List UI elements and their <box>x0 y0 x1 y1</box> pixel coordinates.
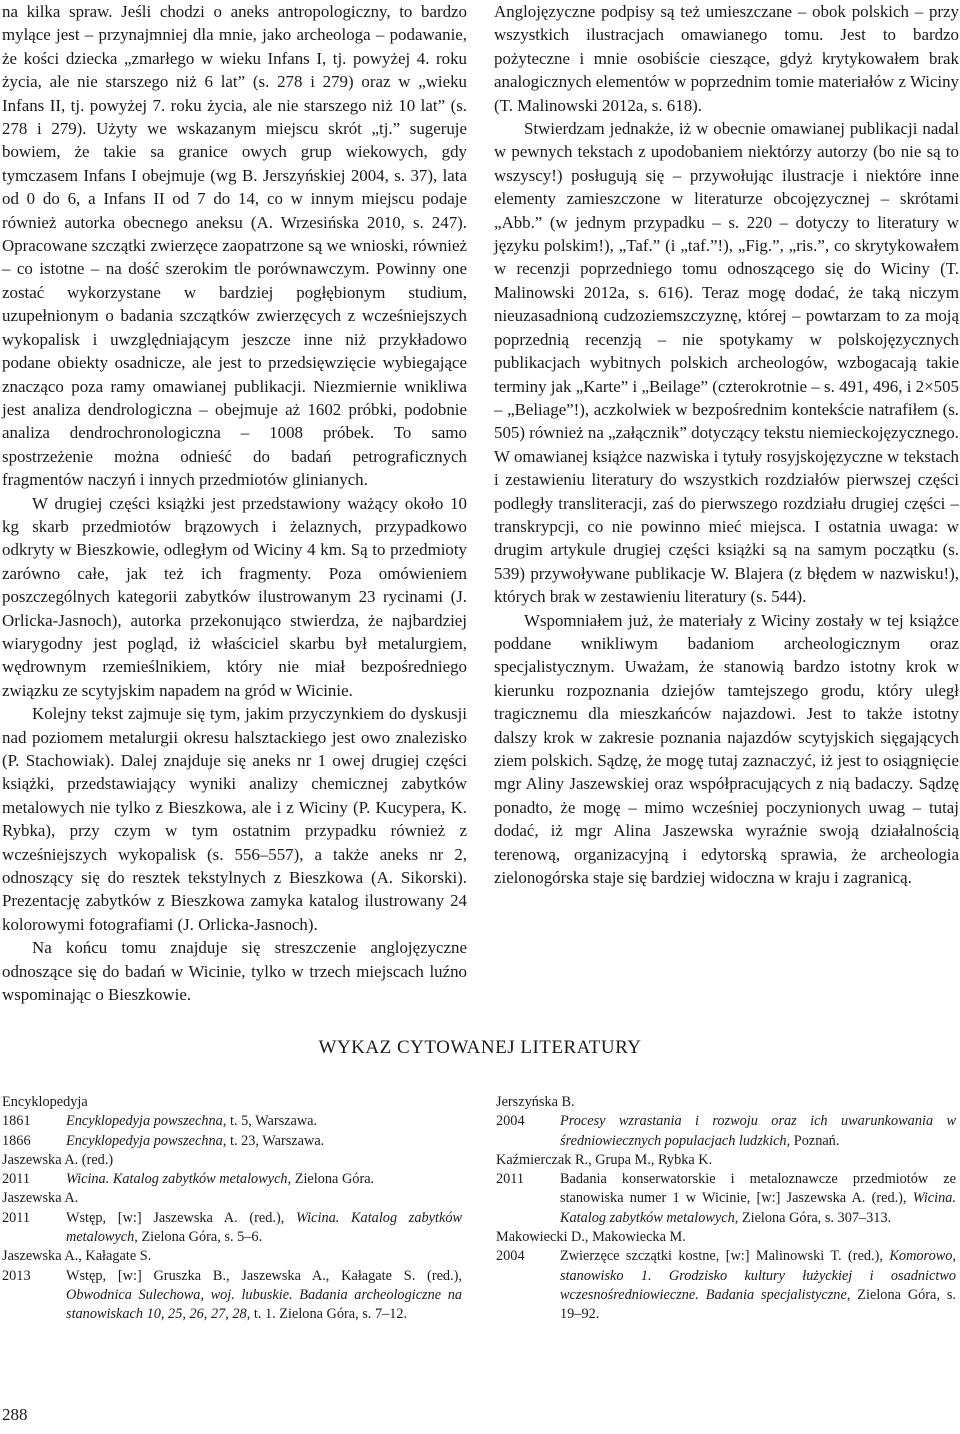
bibliography-text: Encyklopedyja powszechna, t. 5, Warszawa. <box>66 1113 318 1130</box>
bibliography-author: Kaźmierczak R., Grupa M., Rybka K. <box>496 1151 713 1168</box>
bibliography-entry <box>496 1112 956 1151</box>
bibliography-year: 2011 <box>496 1171 525 1188</box>
bibliography-entry <box>2 1209 462 1248</box>
paragraph: Anglojęzyczne podpisy są też umieszczane – obok polskich – przy wszystkich ilustracjach omawianego tomu. Jest to bardzo pożyteczne i mnie osobiście cieszące, gdyż krytykowałem brak analogicznych elementów w poprzednim tomie materiałów z Wiciny (T. Malinowski 2012a, s. 618). <box>494 2 959 115</box>
paragraph: Na końcu tomu znajduje się streszczenie anglojęzyczne odnoszące się do badań w Wicinie, tylko w trzech miejscach luźno wspominając o Bieszkowie. <box>2 938 467 1005</box>
bibliography-text: Procesy wzrastania i rozwoju oraz ich uwarunkowania w średniowiecznych populacjach ludzkich, Poznań. <box>560 1113 956 1149</box>
right-text-column <box>494 0 959 889</box>
bibliography-author: Jaszewska A. <box>2 1190 79 1207</box>
paragraph: Kolejny tekst zajmuje się tym, jakim przyczynkiem do dyskusji nad poziomem metalurgii okresu halsztackiego jest owo znalezisko (P. Stachowiak). Dalej znajduje się aneks nr 1 owej drugiej części książki, przedstawiający wyniki analizy chemicznej zabytków metalowych nie tylko z Bieszkowa, ale i z Wiciny (P. Kucypera, K. Rybka), przy czym w tym ostatnim przypadku również z wcześniejszych wykopalisk (s. 556–557), a także aneks nr 2, odnoszący się do resztek tekstylnych z Bieszkowa (A. Sikorski). Prezentację zabytków z Bieszkowa zamyka katalog ilustrowany 24 kolorowymi fotografiami (J. Orlicka-Jasnoch). <box>2 704 467 934</box>
paragraph: Stwierdzam jednakże, iż w obecnie omawianej publikacji nadal w pewnych tekstach z upodobaniem niektórzy autorzy (bo nie są to wszyscy!) posługują się – przywołując ilustracje i niektóre inne elementy zamieszczone w literaturze obcojęzycznej – skrótami „Abb.” (w jednym przypadku – s. 220 – dotyczy to literatury w języku polskim!), „Taf.” (i „taf.”!), „Fig.”, „ris.”, co skrytykowałem w recenzji poprzedniego tomu odnoszącego się do Wiciny (T. Malinowski 2012a, s. 616). Teraz mogę dodać, że taką niczym nieuzasadnioną cudzoziemszczyznę, której – powtarzam to za moją poprzednią recenzją – nie spotykamy w polskojęzycznych publikacjach wybitnych polskich archeologów, wzbogacają takie terminy jak „Karte” i „Beilage” (czterokrotnie – s. 491, 496, i 2×505 – „Beliage”!), aczkolwiek w bezpośrednim kontekście natrafiłem (s. 505) również na „załącznik” dotyczący tekstu niemieckojęzycznego. W omawianej książce nazwiska i tytuły rosyjskojęzyczne w tekstach i zestawieniu literatury do wszystkich rozdziałów pierwszej części podległy transliteracji, zaś do pierwszego rozdziału drugiej części – transkrypcji, co nie powinno mieć miejsca. I ostatnia uwaga: w drugim artykule drugiej części książki są na samym początku (s. 539) przywoływane publikacje W. Blajera (z błędem w nazwisku!), których brak w zestawieniu literatury (s. 544). <box>494 119 959 607</box>
bibliography-author: Jerszyńska B. <box>496 1094 575 1110</box>
bibliography-text: Wicina. Katalog zabytków metalowych, Zielona Góra. <box>66 1171 375 1188</box>
paragraph: na kilka spraw. Jeśli chodzi o aneks antropologiczny, to bardzo mylące jest – przynajmniej dla mnie, jako archeologa – podawanie, że kości dziecka „zmarłego w wieku Infans I, tj. powyżej 4. roku życia, ale nie starszego niż 6 lat” (s. 278 i 279) oraz w „wieku Infans II, tj. powyżej 7. roku życia, ale nie starszego niż 10 lat” (s. 278 i 279). Użyty we wskazanym miejscu skrót „tj.” sugeruje bowiem, że takie sa granice owych grup wiekowych, gdy tymczasem Infans I obejmuje (wg B. Jerszyńskiej 2004, s. 37), lata od 0 do 6, a Infans II od 7 do 14, co w innym miejscu podaje również autorka obecnego aneksu (A. Wrzesińska 2010, s. 247). Opracowane szczątki zwierzęce zaopatrzone są we wnioski, również – co istotne – na dość szerokim tle porównawczym. Powinny one zostać wykorzystane w bardziej pogłębionym studium, uzupełnionym o badania szczątków zwierzęcych z wcześniejszych wykopalisk i uwzględniającym jeszcze inne niż przykładowo podane obiekty osadnicze, ale jest to przedsięwzięcie wybiegające znacząco poza ramy omawianej publikacji. Niezmiernie wnikliwa jest analiza dendrologiczna – obejmuje aż 1602 próbki, podobnie analiza dendrochronologiczna – 1008 próbek. To samo spostrzeżenie można odnieść do badań petrograficznych fragmentów naczyń i innych przedmiotów glinianych. <box>2 2 467 490</box>
bibliography-entry <box>2 1132 462 1151</box>
bibliography-entry <box>2 1112 462 1131</box>
bibliography-author: Jaszewska A. (red.) <box>2 1151 114 1168</box>
bibliography-entry <box>496 1247 956 1324</box>
bibliography-year: 1866 <box>2 1132 31 1149</box>
left-text-column <box>2 0 467 1006</box>
bibliography-year: 2011 <box>2 1209 31 1226</box>
bibliography-author: Makowiecki D., Makowiecka M. <box>496 1229 686 1246</box>
paragraph: Wspomniałem już, że materiały z Wiciny zostały w tej książce poddane wnikliwym badaniom archeologicznym oraz specjalistycznym. Uważam, że stanowią bardzo istotny krok w kierunku rozpoznania dziejów tamtejszego grodu, który uległ tragicznemu dla mieszkańców najazdowi. Jest to także istotny dalszy krok w zakresie poznania najazdów scytyjskich sięgających ziem polskich. Sądzę, że mogę tutaj zaznaczyć, iż jest to osiągnięcie mgr Aliny Jaszewskiej oraz współpracujących z nią badaczy. Sądzę ponadto, że mogę – mimo wcześniej poczynionych uwag – tutaj dodać, iż mgr Alina Jaszewska wyraźnie swoją działalnością terenową, organizacyjną i edytorską sprawia, że archeologia zielonogórska staje się bardziej widoczna w kraju i zagranicą. <box>494 610 959 888</box>
bibliography-left-column <box>2 1093 462 1325</box>
bibliography-year: 1861 <box>2 1113 31 1130</box>
bibliography-heading: WYKAZ CYTOWANEJ LITERATURY <box>318 1037 642 1058</box>
bibliography-entry <box>496 1170 956 1228</box>
bibliography-text: Zwierzęce szczątki kostne, [w:] Malinowski T. (red.), Komorowo, stanowisko 1. Grodzisko kultury łużyckiej i osadnictwo wczesnośredniowieczne. Badania specjalistyczne, Zielona Góra, s. 19–92. <box>560 1248 956 1323</box>
paragraph: W drugiej części książki jest przedstawiony ważący około 10 kg skarb przedmiotów brązowych i żelaznych, przypadkowo odkryty w Bieszkowie, odległym od Wiciny 4 km. Są to przedmioty zarówno całe, jak też ich fragmenty. Poza omówieniem poszczególnych kategorii zabytków ilustrowanym 23 rycinami (J. Orlicka-Jasnoch), autorka przekonująco stwierdza, że najbardziej wiarygodny jest pogląd, iż właściciel skarbu był metalurgiem, wędrownym rzemieślnikiem, który nie miał bezpośredniego związku ze scytyjskim napadem na gród w Wicinie. <box>2 493 467 700</box>
page-number: 288 <box>2 1405 28 1424</box>
bibliography-entry <box>2 1170 462 1189</box>
bibliography-year: 2004 <box>496 1113 525 1130</box>
bibliography-text: Encyklopedyja powszechna, t. 23, Warszawa. <box>66 1132 325 1149</box>
bibliography-text: Wstęp, [w:] Jaszewska A. (red.), Wicina. Katalog zabytków metalowych, Zielona Góra, s. 5–6. <box>66 1209 463 1246</box>
bibliography-text: Wstęp, [w:] Gruszka B., Jaszewska A., Kałagate S. (red.), Obwodnica Sulechowa, woj. lubuskie. Badania archeologiczne na stanowiskach 10, 25, 26, 27, 28, t. 1. Zielona Góra, s. 7–12. <box>66 1267 462 1323</box>
bibliography-year: 2013 <box>2 1267 31 1284</box>
bibliography-year: 2011 <box>2 1171 31 1188</box>
bibliography-year: 2004 <box>496 1248 525 1265</box>
bibliography-entry <box>2 1267 462 1325</box>
bibliography-text: Badania konserwatorskie i metaloznawcze przedmiotów ze stanowiska numer 1 w Wicinie, [w:] Jaszewska A. (red.), Wicina. Katalog zabytków metalowych, Zielona Góra, s. 307–313. <box>560 1171 956 1226</box>
bibliography-right-column <box>496 1093 956 1325</box>
bibliography-author: Jaszewska A., Kałagate S. <box>2 1248 152 1265</box>
bibliography-author: Encyklopedyja <box>2 1094 88 1110</box>
